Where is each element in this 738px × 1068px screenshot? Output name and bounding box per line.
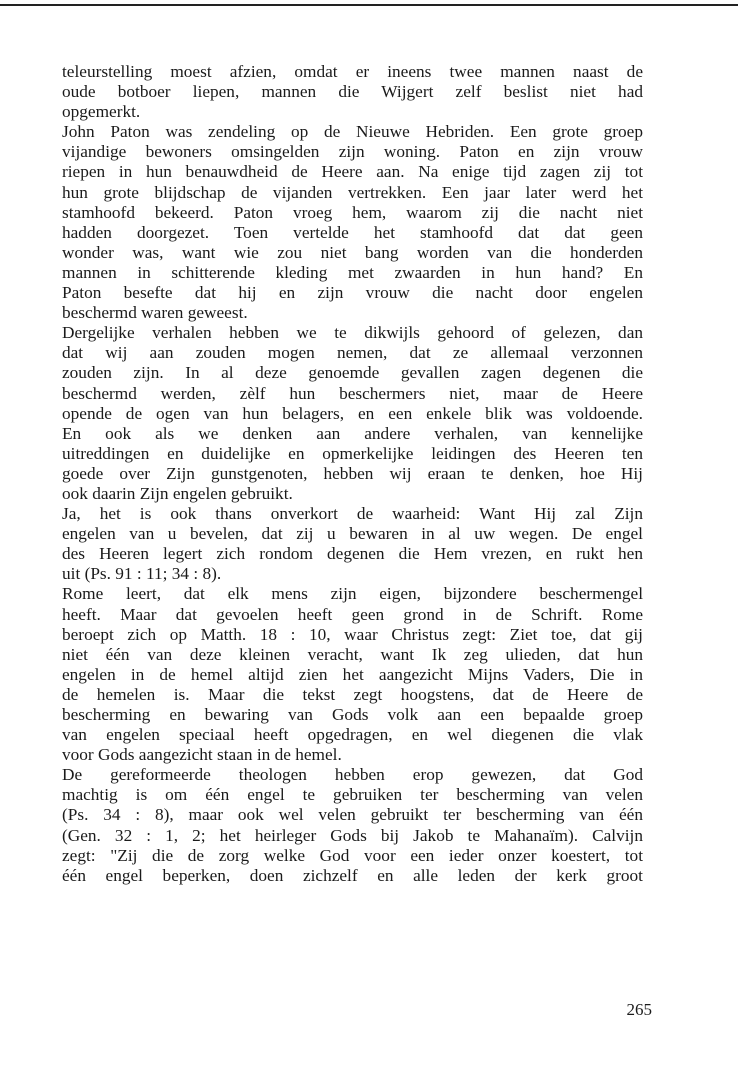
text-line: beroept zich op Matth. 18 : 10, waar Christus zegt: Ziet toe, dat gij bbox=[62, 624, 643, 644]
body-text bbox=[62, 62, 643, 886]
text-line: John Paton was zendeling op de Nieuwe Hebriden. Een grote groep bbox=[62, 122, 643, 142]
text-line: opende de ogen van hun belagers, en een enkele blik was voldoende. bbox=[62, 403, 643, 423]
text-line: wonder was, want wie zou niet bang worden van die honderden bbox=[62, 242, 643, 262]
text-line: Ja, het is ook thans onverkort de waarheid: Want Hij zal Zijn bbox=[62, 504, 643, 524]
page-number: 265 bbox=[626, 1000, 652, 1019]
text-line: uit (Ps. 91 : 11; 34 : 8). bbox=[62, 564, 222, 584]
text-line: Paton besefte dat hij en zijn vrouw die nacht door engelen bbox=[62, 283, 643, 303]
text-line: zouden zijn. In al deze genoemde gevallen zagen degenen die bbox=[62, 363, 643, 383]
text-line: vijandige bewoners omsingelden zijn woning. Paton en zijn vrouw bbox=[62, 142, 643, 162]
text-line: machtig is om één engel te gebruiken ter bescherming van velen bbox=[62, 785, 643, 805]
text-line: stamhoofd bekeerd. Paton vroeg hem, waarom zij die nacht niet bbox=[62, 202, 643, 222]
text-line: Rome leert, dat elk mens zijn eigen, bijzondere beschermengel bbox=[62, 584, 643, 604]
text-line: (Ps. 34 : 8), maar ook wel velen gebruikt ter bescherming van één bbox=[62, 805, 643, 825]
text-line: De gereformeerde theologen hebben erop gewezen, dat God bbox=[62, 765, 643, 785]
text-line: (Gen. 32 : 1, 2; het heirleger Gods bij Jakob te Mahanaïm). Calvijn bbox=[62, 825, 643, 845]
text-line: voor Gods aangezicht staan in de hemel. bbox=[62, 745, 342, 765]
text-line: beschermd waren geweest. bbox=[62, 303, 248, 323]
top-rule bbox=[0, 4, 738, 6]
text-line: riepen in hun benauwdheid de Heere aan. Na enige tijd zagen zij tot bbox=[62, 162, 643, 182]
text-line: van engelen speciaal heeft opgedragen, en wel diegenen die vlak bbox=[62, 725, 643, 745]
text-line: heeft. Maar dat gevoelen heeft geen grond in de Schrift. Rome bbox=[62, 604, 643, 624]
text-line: de hemelen is. Maar die tekst zegt hoogstens, dat de Heere de bbox=[62, 684, 643, 704]
text-line: engelen in de hemel altijd zien het aangezicht Mijns Vaders, Die in bbox=[62, 664, 643, 684]
text-line: beschermd werden, zèlf hun beschermers niet, maar de Heere bbox=[62, 383, 643, 403]
text-line: goede over Zijn gunstgenoten, hebben wij eraan te denken, hoe Hij bbox=[62, 463, 643, 483]
text-line: zegt: "Zij die de zorg welke God voor een ieder onzer koestert, tot bbox=[62, 845, 643, 865]
text-line: oude botboer liepen, mannen die Wijgert zelf beslist niet had bbox=[62, 82, 643, 102]
text-line: uitreddingen en duidelijke en opmerkelijke leidingen des Heeren ten bbox=[62, 443, 643, 463]
text-line: ook daarin Zijn engelen gebruikt. bbox=[62, 483, 293, 503]
text-line: bescherming en bewaring van Gods volk aan een bepaalde groep bbox=[62, 705, 643, 724]
text-line: engelen van u bevelen, dat zij u bewaren in al uw wegen. De engel bbox=[62, 524, 643, 544]
text-line: niet één van deze kleinen veracht, want Ik zeg ulieden, dat hun bbox=[62, 644, 643, 664]
text-line: één engel beperken, doen zichzelf en alle leden der kerk groot bbox=[62, 865, 643, 885]
text-line: hun grote blijdschap de vijanden vertrekken. Een jaar later werd het bbox=[62, 182, 643, 202]
text-line: mannen in schitterende kleding met zwaarden in hun hand? En bbox=[62, 262, 643, 282]
text-line: des Heeren legert zich rondom degenen die Hem vrezen, en rukt hen bbox=[62, 544, 643, 564]
text-line: Dergelijke verhalen hebben we te dikwijls gehoord of gelezen, dan bbox=[62, 323, 643, 343]
text-line: opgemerkt. bbox=[62, 102, 141, 122]
text-line: hadden doorgezet. Toen vertelde het stamhoofd dat dat geen bbox=[62, 222, 643, 242]
text-line: dat wij aan zouden mogen nemen, dat ze allemaal verzonnen bbox=[62, 343, 643, 363]
text-line: teleurstelling moest afzien, omdat er ineens twee mannen naast de bbox=[62, 62, 643, 81]
text-line: En ook als we denken aan andere verhalen, van kennelijke bbox=[62, 423, 643, 443]
